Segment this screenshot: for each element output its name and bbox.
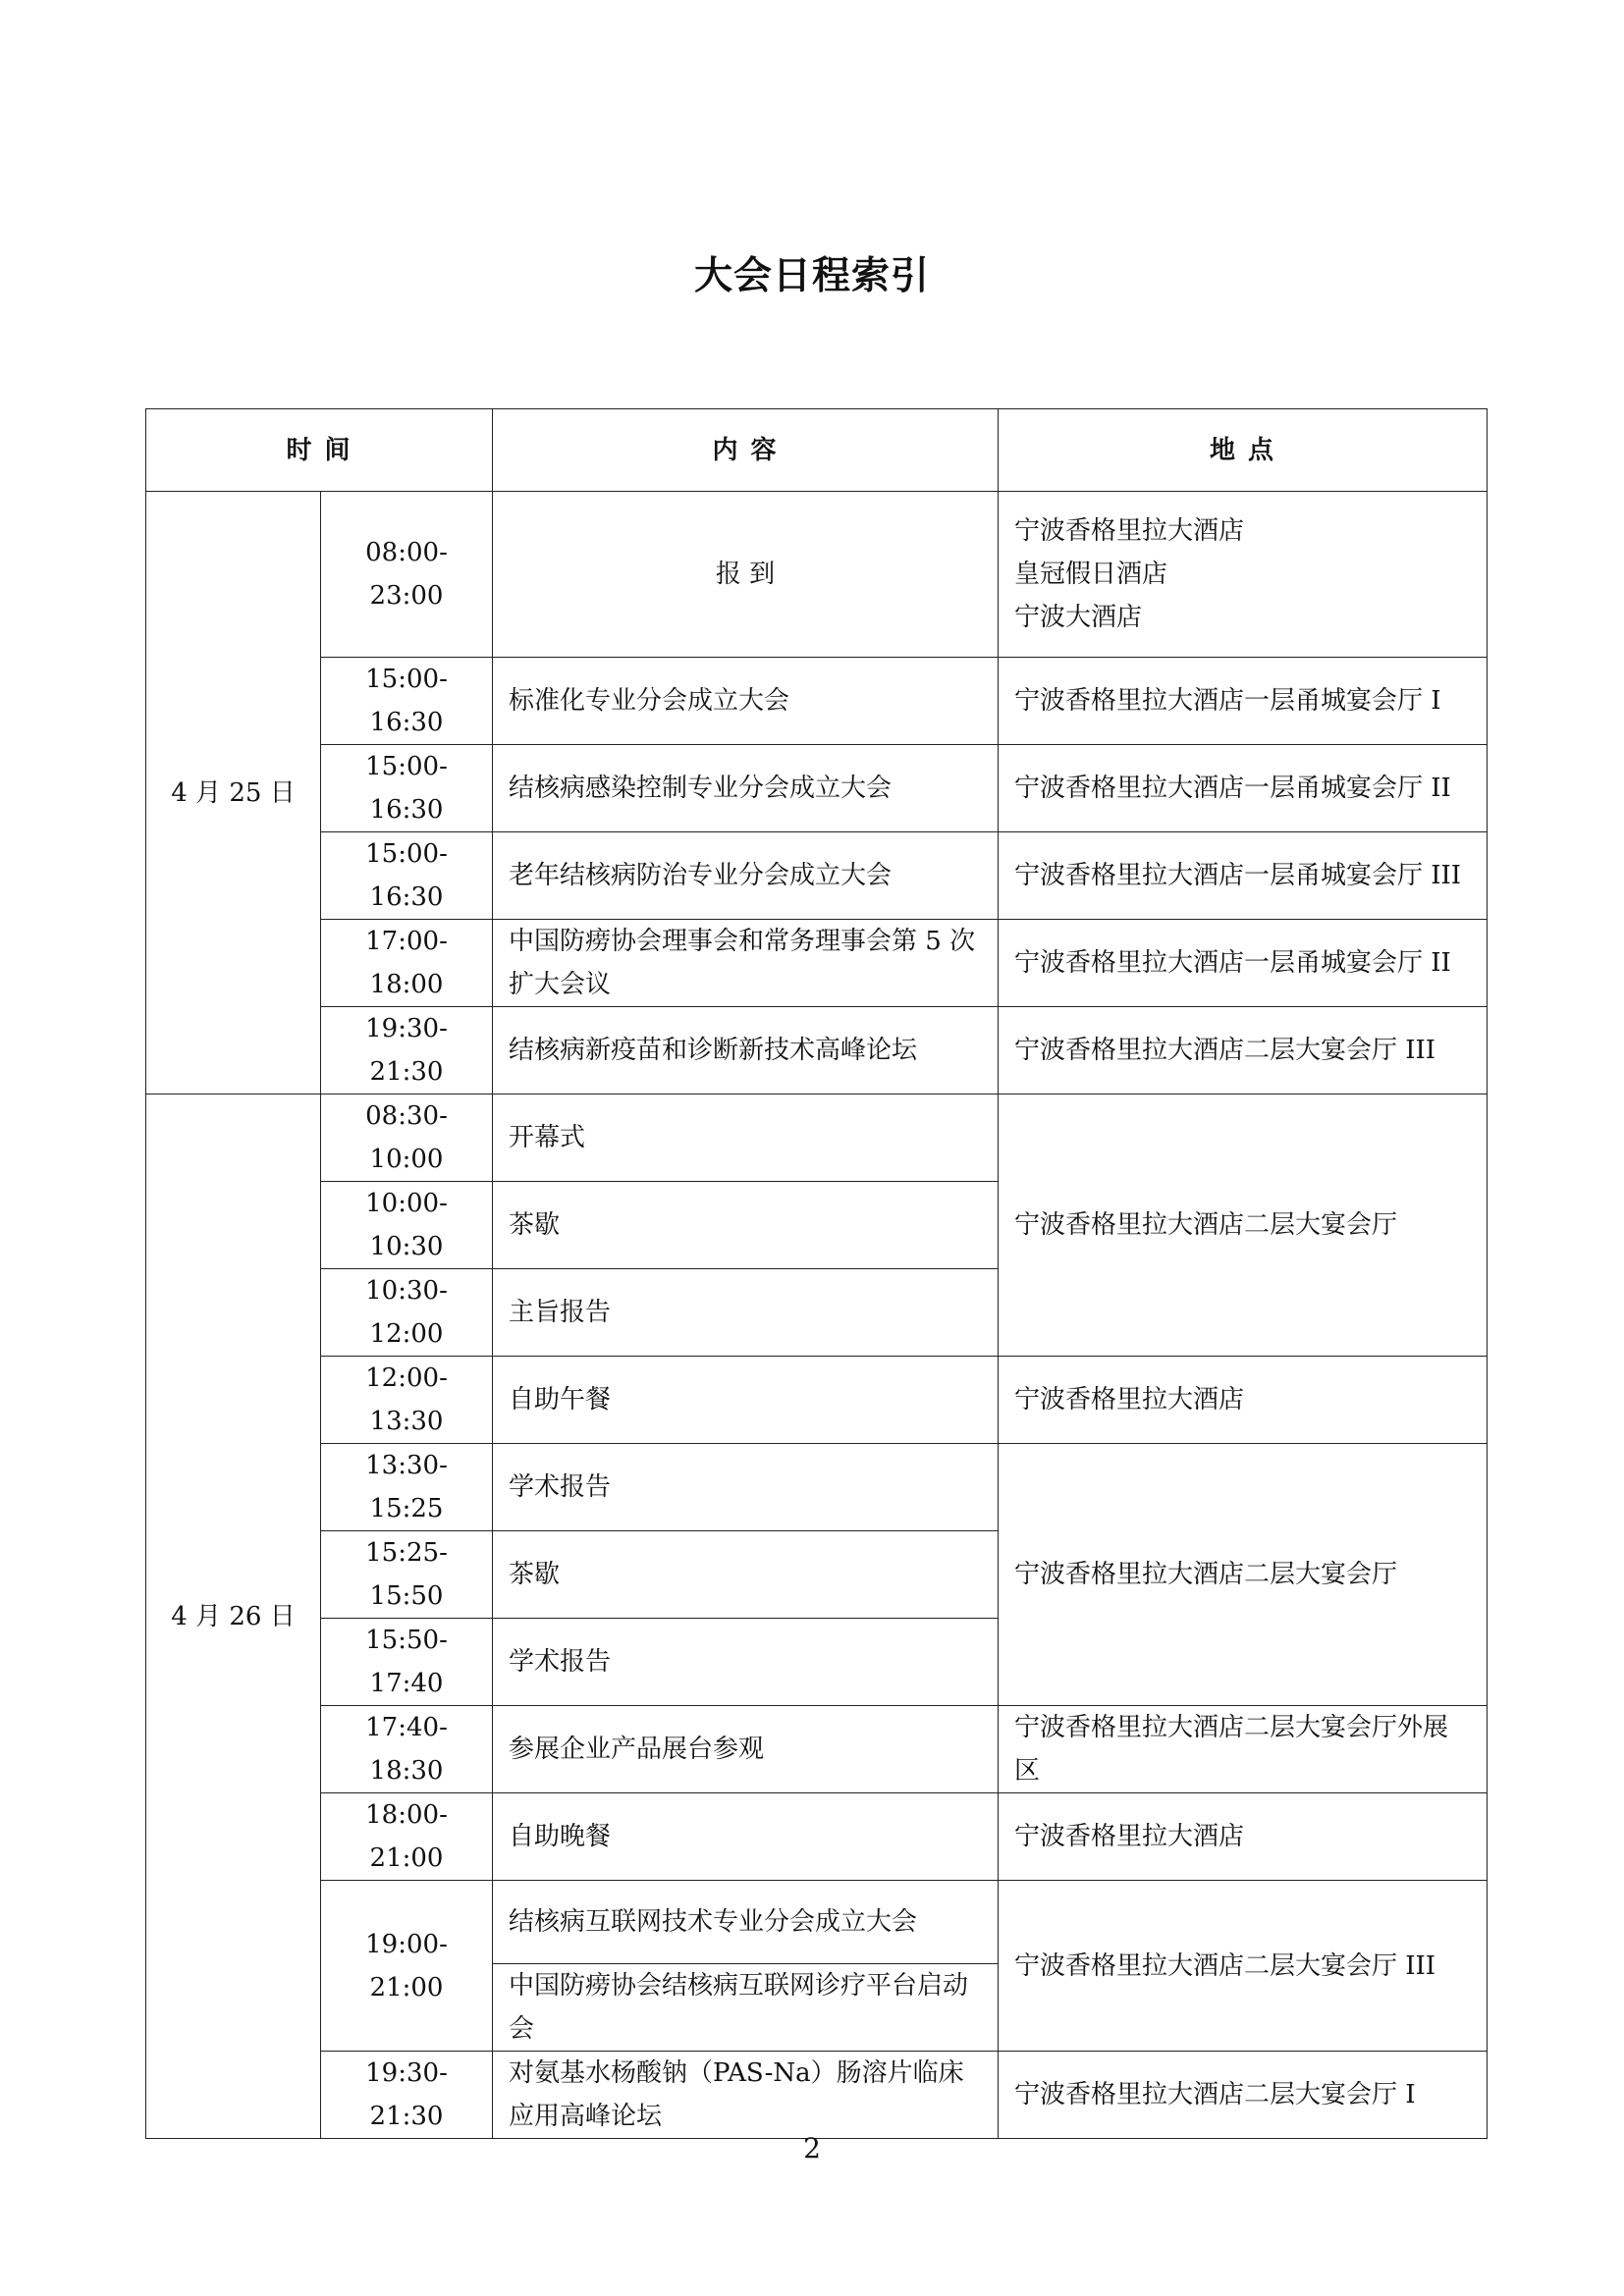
page-title: 大会日程索引 bbox=[693, 254, 930, 298]
table-row bbox=[146, 1444, 1488, 1531]
content-cell: 报 到 bbox=[493, 492, 999, 658]
table-row bbox=[146, 658, 1488, 745]
location-cell: 宁波香格里拉大酒店二层大宴会厅 I bbox=[999, 2052, 1488, 2139]
time-cell: 12:00-13:30 bbox=[321, 1357, 493, 1444]
content-cell: 学术报告 bbox=[493, 1619, 999, 1706]
table-row bbox=[146, 2052, 1488, 2139]
table-row bbox=[146, 492, 1488, 658]
content-cell: 结核病互联网技术专业分会成立大会 bbox=[493, 1881, 999, 1964]
time-cell: 08:00-23:00 bbox=[321, 492, 493, 658]
location-cell: 宁波香格里拉大酒店二层大宴会厅 bbox=[999, 1095, 1488, 1357]
time-cell: 15:00-16:30 bbox=[321, 832, 493, 920]
header-content: 内 容 bbox=[493, 409, 999, 492]
page-number: 2 bbox=[803, 2132, 821, 2164]
table-row bbox=[146, 832, 1488, 920]
location-cell: 宁波香格里拉大酒店一层甬城宴会厅 III bbox=[999, 832, 1488, 920]
content-cell: 结核病感染控制专业分会成立大会 bbox=[493, 745, 999, 832]
time-cell: 19:30-21:30 bbox=[321, 2052, 493, 2139]
location-line: 宁波香格里拉大酒店 bbox=[1014, 516, 1245, 546]
time-cell: 10:00-10:30 bbox=[321, 1182, 493, 1269]
location-cell: 宁波香格里拉大酒店一层甬城宴会厅 II bbox=[999, 920, 1488, 1007]
content-cell: 自助午餐 bbox=[493, 1357, 999, 1444]
table-row bbox=[146, 920, 1488, 1007]
table-row bbox=[146, 1706, 1488, 1793]
content-cell: 标准化专业分会成立大会 bbox=[493, 658, 999, 745]
time-cell: 13:30-15:25 bbox=[321, 1444, 493, 1531]
content-cell: 老年结核病防治专业分会成立大会 bbox=[493, 832, 999, 920]
time-cell: 08:30-10:00 bbox=[321, 1095, 493, 1182]
time-cell: 15:00-16:30 bbox=[321, 745, 493, 832]
content-cell: 开幕式 bbox=[493, 1095, 999, 1182]
table-row bbox=[146, 1881, 1488, 1964]
table-row bbox=[146, 1007, 1488, 1095]
location-cell: 宁波香格里拉大酒店二层大宴会厅 bbox=[999, 1444, 1488, 1706]
content-cell: 茶歇 bbox=[493, 1531, 999, 1619]
location-cell bbox=[999, 492, 1488, 658]
location-cell: 宁波香格里拉大酒店一层甬城宴会厅 I bbox=[999, 658, 1488, 745]
time-cell: 15:50-17:40 bbox=[321, 1619, 493, 1706]
location-cell: 宁波香格里拉大酒店二层大宴会厅 III bbox=[999, 1881, 1488, 2052]
time-cell: 17:40-18:30 bbox=[321, 1706, 493, 1793]
time-cell: 17:00-18:00 bbox=[321, 920, 493, 1007]
time-cell: 10:30-12:00 bbox=[321, 1269, 493, 1357]
content-cell: 中国防痨协会结核病互联网诊疗平台启动会 bbox=[493, 1964, 999, 2052]
content-cell: 学术报告 bbox=[493, 1444, 999, 1531]
header-time: 时 间 bbox=[146, 409, 493, 492]
location-line: 皇冠假日酒店 bbox=[1014, 560, 1168, 589]
time-cell: 15:00-16:30 bbox=[321, 658, 493, 745]
location-cell: 宁波香格里拉大酒店 bbox=[999, 1357, 1488, 1444]
time-cell: 15:25-15:50 bbox=[321, 1531, 493, 1619]
location-cell: 宁波香格里拉大酒店二层大宴会厅外展区 bbox=[999, 1706, 1488, 1793]
date-cell: 4 月 26 日 bbox=[146, 1095, 321, 2139]
content-cell: 对氨基水杨酸钠（PAS-Na）肠溶片临床应用高峰论坛 bbox=[493, 2052, 999, 2139]
table-row bbox=[146, 1095, 1488, 1182]
header-location: 地 点 bbox=[999, 409, 1488, 492]
header-row bbox=[146, 409, 1488, 492]
table-row bbox=[146, 745, 1488, 832]
table-row bbox=[146, 1793, 1488, 1881]
schedule-table bbox=[145, 408, 1488, 2139]
table-row bbox=[146, 1357, 1488, 1444]
content-cell: 结核病新疫苗和诊断新技术高峰论坛 bbox=[493, 1007, 999, 1095]
content-cell: 茶歇 bbox=[493, 1182, 999, 1269]
time-cell: 19:00-21:00 bbox=[321, 1881, 493, 2052]
location-line: 宁波大酒店 bbox=[1014, 603, 1143, 632]
date-cell: 4 月 25 日 bbox=[146, 492, 321, 1095]
content-cell: 自助晚餐 bbox=[493, 1793, 999, 1881]
content-cell: 参展企业产品展台参观 bbox=[493, 1706, 999, 1793]
location-cell: 宁波香格里拉大酒店二层大宴会厅 III bbox=[999, 1007, 1488, 1095]
location-cell: 宁波香格里拉大酒店 bbox=[999, 1793, 1488, 1881]
time-cell: 19:30-21:30 bbox=[321, 1007, 493, 1095]
time-cell: 18:00-21:00 bbox=[321, 1793, 493, 1881]
content-cell: 主旨报告 bbox=[493, 1269, 999, 1357]
location-cell: 宁波香格里拉大酒店一层甬城宴会厅 II bbox=[999, 745, 1488, 832]
content-cell: 中国防痨协会理事会和常务理事会第 5 次扩大会议 bbox=[493, 920, 999, 1007]
